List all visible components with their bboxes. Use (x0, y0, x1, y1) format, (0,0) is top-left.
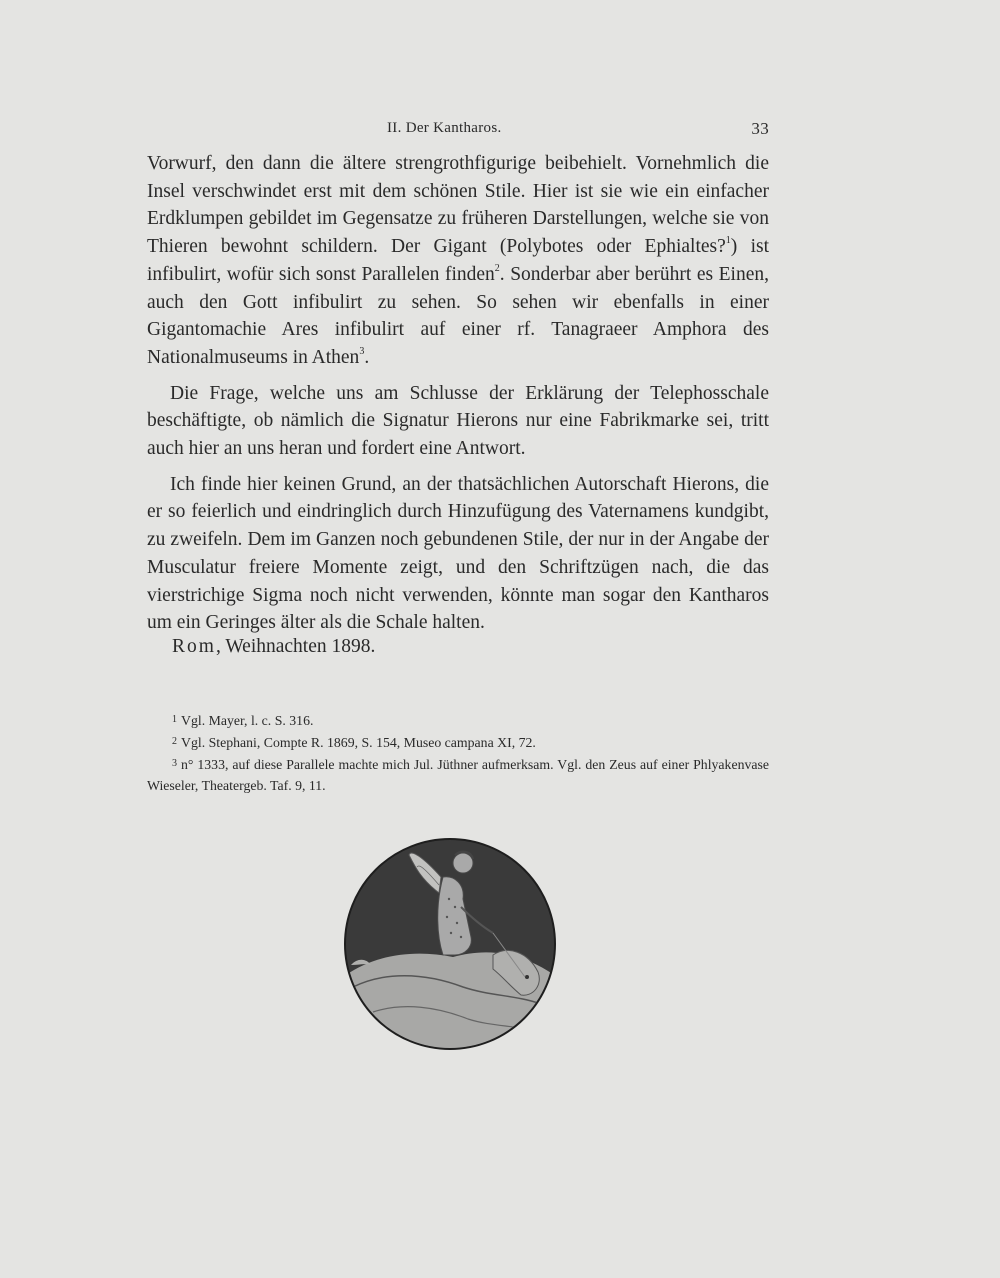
body-text (147, 150, 769, 645)
footnote-text: Vgl. Stephani, Compte R. 1869, S. 154, Museo campana XI, 72. (181, 735, 536, 750)
page-number: 33 (751, 119, 769, 138)
signoff-place: Rom (172, 636, 216, 657)
paragraph-text: ) ist infibulirt, wofür sich sonst Parallelen finden (147, 236, 769, 285)
rider-head (453, 853, 473, 873)
running-head (147, 120, 769, 142)
footnote-number: 3 (172, 758, 177, 769)
paragraph-text: . (364, 346, 370, 368)
footnote-ref: 2 (494, 262, 500, 274)
footnote-text: Vgl. Mayer, l. c. S. 316. (181, 713, 314, 728)
footnote (147, 731, 769, 753)
footnote-number: 1 (172, 714, 177, 725)
running-head-title: II. Der Kantharos. (387, 120, 502, 136)
footnote (147, 753, 769, 796)
kantharos-vignette-image (343, 837, 557, 1051)
footnote-ref: 1 (725, 235, 731, 247)
paragraph-text: Vorwurf, den dann die ältere strengrothfigurige beibehielt. Vornehmlich die Insel verschwindet erst mit dem schönen Stile. Hier ist sie wie ein einfacher Erdklumpen gebildet im Gegensatze zu früheren Darstellungen, welche sie von Thieren bewohnt schildern. Der Gigant (Polybotes oder Ephialtes? (147, 153, 769, 258)
paragraph (147, 150, 769, 372)
footnote-text: n° 1333, auf diese Parallele machte mich Jul. Jüthner aufmerksam. Vgl. den Zeus auf einer Phlyakenvase Wieseler, Theatergeb. Taf. 9, 11. (147, 757, 769, 793)
paragraph: Ich finde hier keinen Grund, an der thatsächlichen Autorschaft Hierons, die er so feierlich und eindringlich durch Hinzufügung des Vaternamens kundgibt, zu zweifeln. Dem im Ganzen noch gebundenen Stile, der nur in der Angabe der Musculatur freiere Momente zeigt, und den Schriftzügen nach, die das vierstrichige Sigma noch nicht verwenden, könnte man sogar den Kantharos um ein Geringes älter als die Schale halten. (147, 473, 769, 634)
footnote (147, 709, 769, 731)
footnote-ref: 3 (359, 345, 365, 357)
footnote-number: 2 (172, 736, 177, 747)
footnotes (147, 709, 769, 796)
paragraph: Die Frage, welche uns am Schlusse der Erklärung der Telephosschale beschäftigte, ob nämlich die Signatur Hierons nur eine Fabrikmarke sei, tritt auch hier an uns heran und fordert eine Antwort. (147, 382, 769, 460)
signoff-date: , Weihnachten 1898. (215, 636, 376, 657)
signoff (172, 636, 375, 658)
paragraph-text: . Sonderbar aber berührt es Einen, auch den Gott infibulirt zu sehen. So sehen wir ebenfalls in einer Gigantomachie Ares infibulirt auf einer rf. Tanagraeer Amphora des Nationalmuseums in Athen (147, 263, 770, 368)
